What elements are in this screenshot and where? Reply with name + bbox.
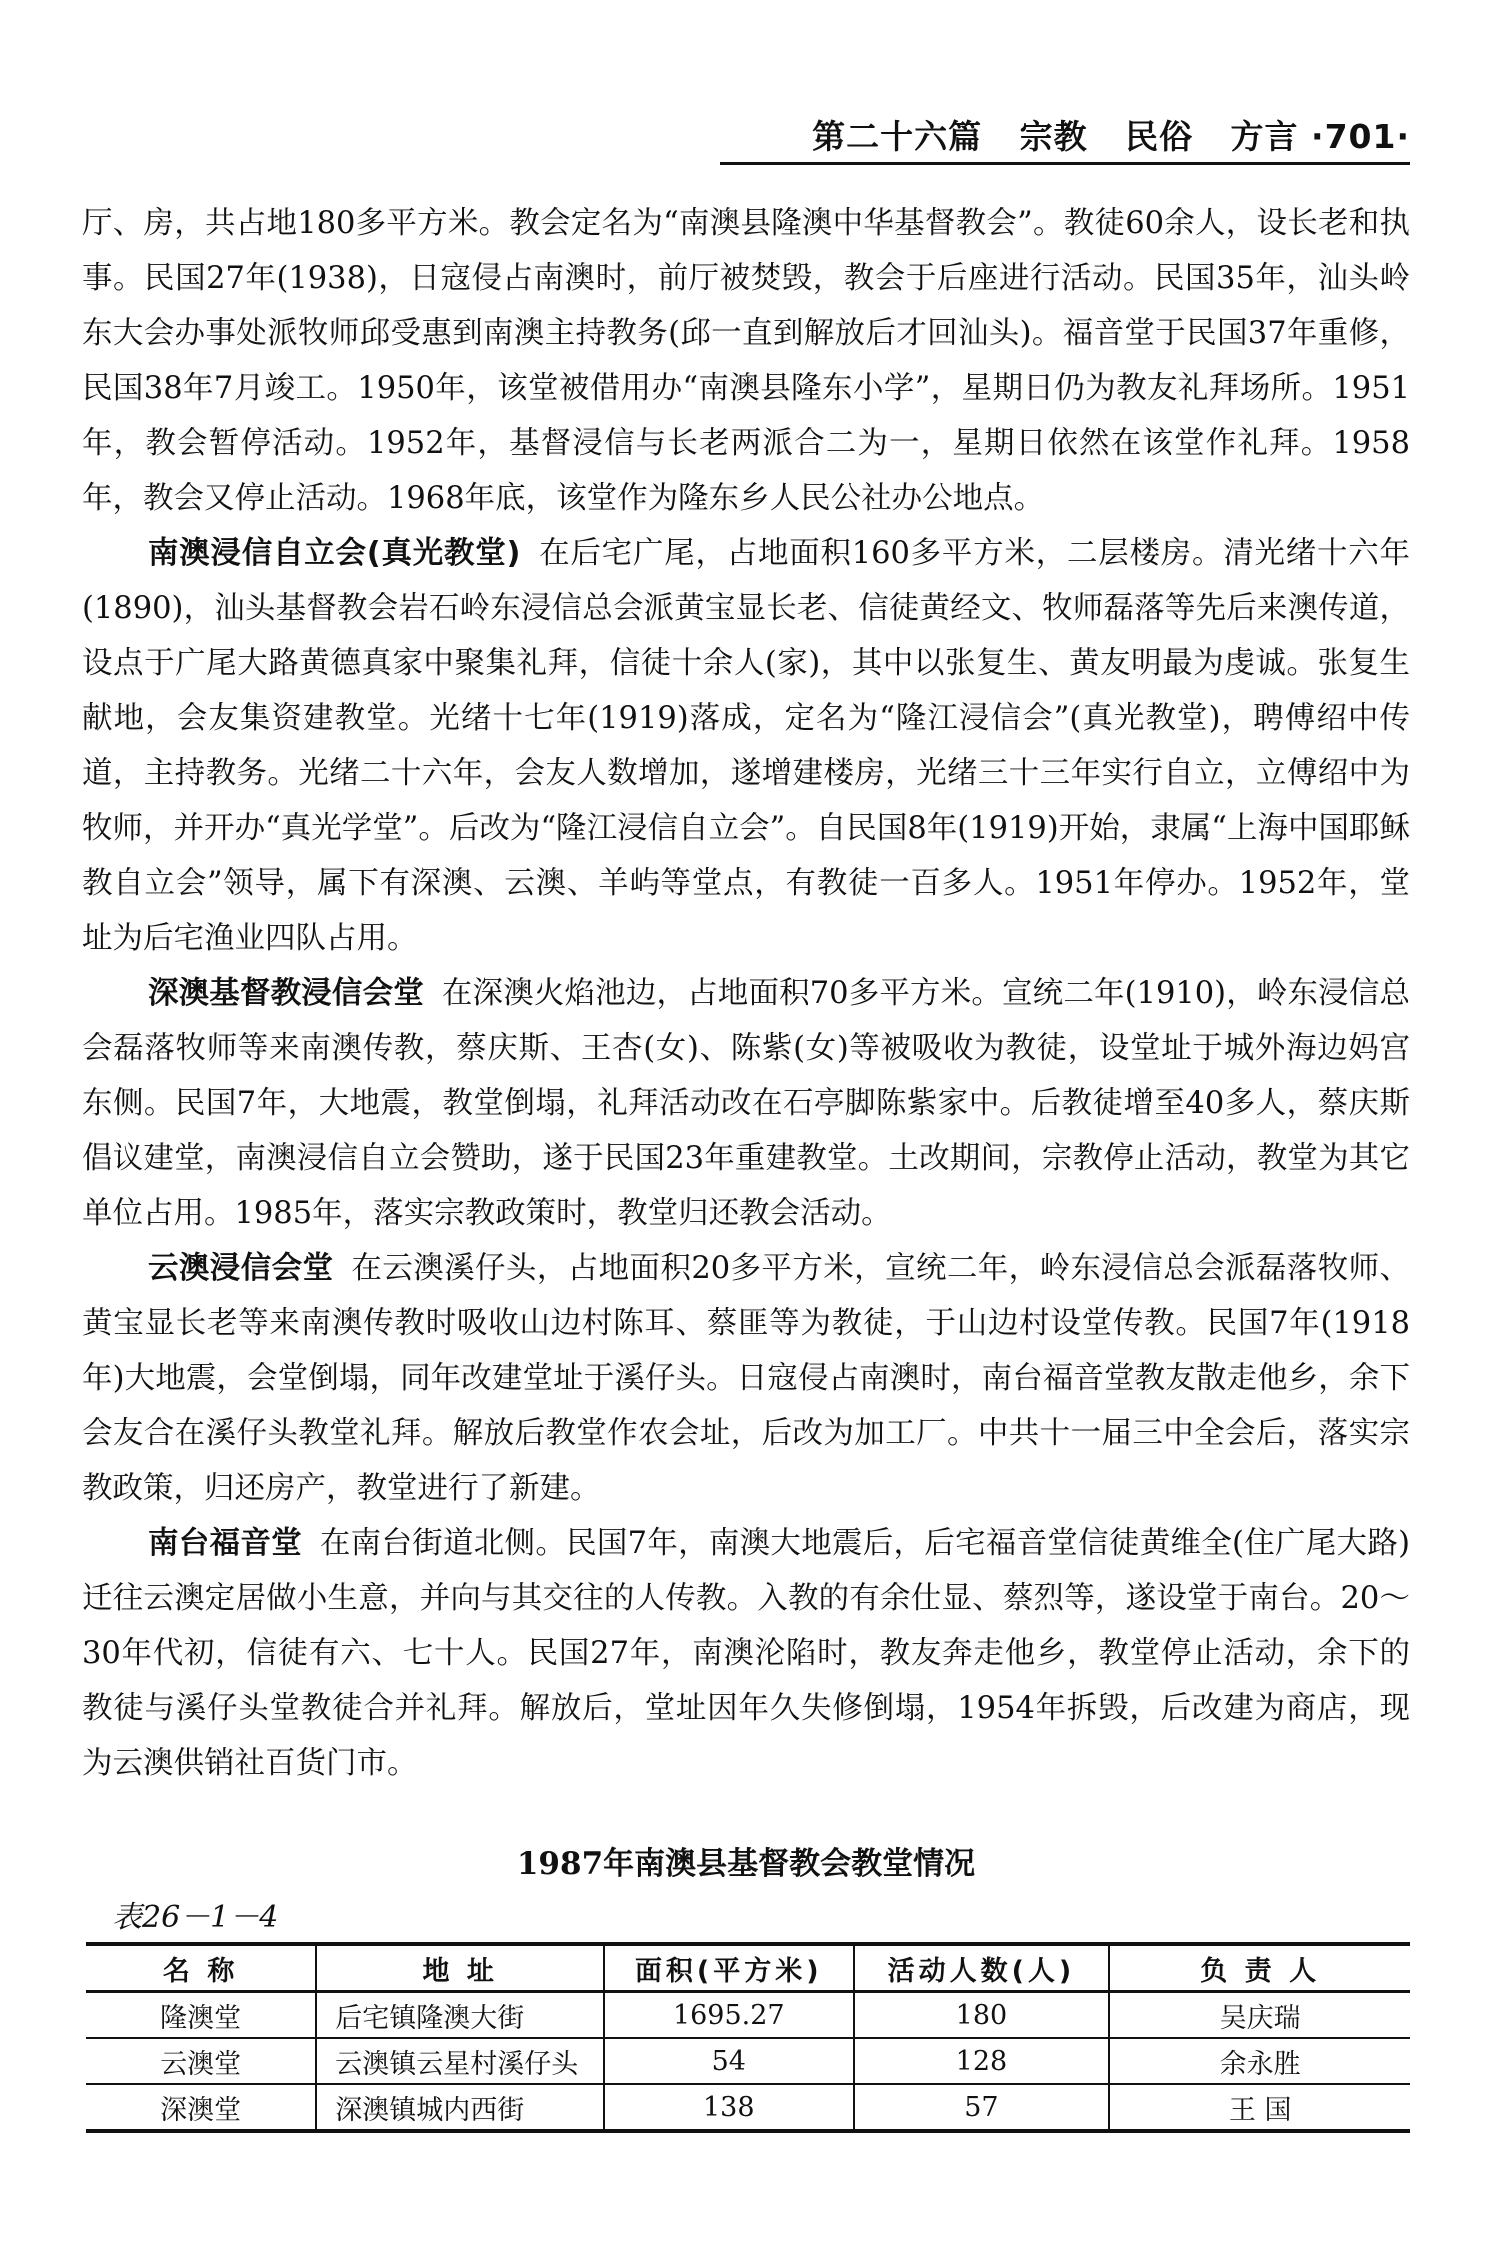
header-topic-customs: 民俗 [1125, 117, 1194, 156]
paragraph-text: 在南台街道北侧。民国7年，南澳大地震后，后宅福音堂信徒黄维全(住广尾大路)迁往云澳定居做小生意，并向与其交往的人传教。入教的有余仕显、蔡烈等，遂设堂于南台。20～30年代初，信徒有六、七十人。民国27年，南澳沦陷时，教友奔走他乡，教堂停止活动，余下的教徒与溪仔头堂教徒合并礼拜。解放后，堂址因年久失修倒塌，1954年拆毁，后改建为商店，现为云澳供销社百货门市。 [82, 1526, 1411, 1781]
body-text [82, 196, 1410, 1791]
paragraph-text: 在深澳火焰池边，占地面积70多平方米。宣统二年(1910)，岭东浸信总会磊落牧师等来南澳传教，蔡庆斯、王杏(女)、陈紫(女)等被吸收为教徒，设堂址于城外海边妈宫东侧。民国7年，大地震，教堂倒塌，礼拜活动改在石亭脚陈紫家中。后教徒增至40多人，蔡庆斯倡议建堂，南澳浸信自立会赞助，遂于民国23年重建教堂。土改期间，宗教停止活动，教堂为其它单位占用。1985年，落实宗教政策时，教堂归还教会活动。 [82, 976, 1410, 1231]
cell-name: 深澳堂 [86, 2084, 316, 2131]
section-heading: 深澳基督教浸信会堂 [148, 976, 424, 1011]
page-header [720, 112, 1410, 165]
header-topic-dialect: 方言 [1230, 117, 1299, 156]
column-header-address: 地 址 [316, 1944, 604, 1992]
paragraph-yunao-church [82, 1241, 1410, 1516]
cell-name: 云澳堂 [86, 2038, 316, 2084]
paragraph-text: 在后宅广尾，占地面积160多平方米，二层楼房。清光绪十六年(1890)，汕头基督教会岩石岭东浸信总会派黄宝显长老、信徒黄经文、牧师磊落等先后来澳传道，设点于广尾大路黄德真家中聚集礼拜，信徒十余人(家)，其中以张复生、黄友明最为虔诚。张复生献地，会友集资建教堂。光绪十七年(1919)落成，定名为“隆江浸信会”(真光教堂)，聘傅绍中传道，主持教务。光绪二十六年，会友人数增加，遂增建楼房，光绪三十三年实行自立，立傅绍中为牧师，并开办“真光学堂”。后改为“隆江浸信自立会”。自民国8年(1919)开始，隶属“上海中国耶稣教自立会”领导，属下有深澳、云澳、羊屿等堂点，有教徒一百多人。1951年停办。1952年，堂址为后宅渔业四队占用。 [82, 536, 1410, 956]
paragraph-zhenguang-church [82, 526, 1410, 966]
cell-person-in-charge: 余永胜 [1109, 2038, 1410, 2084]
cell-person-in-charge: 吴庆瑞 [1109, 1992, 1410, 2039]
table-title: 1987年南澳县基督教会教堂情况 [516, 1846, 976, 1882]
page-number: ·701· [1311, 117, 1410, 156]
paragraph-text: 厅、房，共占地180多平方米。教会定名为“南澳县隆澳中华基督教会”。教徒60余人，设长老和执事。民国27年(1938)，日寇侵占南澳时，前厅被焚毁，教会于后座进行活动。民国35年，汕头岭东大会办事处派牧师邱受惠到南澳主持教务(邱一直到解放后才回汕头)。福音堂于民国37年重修，民国38年7月竣工。1950年，该堂被借用办“南澳县隆东小学”，星期日仍为教友礼拜场所。1951年，教会暂停活动。1952年，基督浸信与长老两派合二为一，星期日依然在该堂作礼拜。1958年，教会又停止活动。1968年底，该堂作为隆东乡人民公社办公地点。 [82, 206, 1410, 516]
section-heading: 南台福音堂 [148, 1526, 302, 1561]
section-heading: 南澳浸信自立会(真光教堂) [148, 536, 521, 571]
table-row [86, 2038, 1410, 2084]
table-row [86, 1992, 1410, 2039]
chapter-label: 第二十六篇 [812, 117, 983, 156]
table-label: 表26－1－4 [112, 1900, 279, 1935]
column-header-person-in-charge: 负 责 人 [1109, 1944, 1410, 1992]
cell-attendance: 180 [854, 1992, 1110, 2039]
paragraph-shenao-church [82, 966, 1410, 1241]
column-header-attendance: 活动人数(人) [854, 1944, 1110, 1992]
header-topic-religion: 宗教 [1019, 117, 1088, 156]
cell-address: 云澳镇云星村溪仔头 [316, 2038, 604, 2084]
section-heading: 云澳浸信会堂 [148, 1251, 334, 1286]
cell-area: 1695.27 [604, 1992, 853, 2039]
churches-table [86, 1942, 1410, 2133]
table-row [86, 2084, 1410, 2131]
column-header-area: 面积(平方米) [604, 1944, 853, 1992]
column-header-name: 名 称 [86, 1944, 316, 1992]
paragraph-nantai-church [82, 1516, 1410, 1791]
cell-address: 深澳镇城内西街 [316, 2084, 604, 2131]
paragraph-continued [82, 196, 1410, 526]
table-header-row [86, 1944, 1410, 1992]
cell-area: 54 [604, 2038, 853, 2084]
cell-address: 后宅镇隆澳大街 [316, 1992, 604, 2039]
cell-name: 隆澳堂 [86, 1992, 316, 2039]
paragraph-text: 在云澳溪仔头，占地面积20多平方米，宣统二年，岭东浸信总会派磊落牧师、黄宝显长老等来南澳传教时吸收山边村陈耳、蔡匪等为教徒，于山边村设堂传教。民国7年(1918年)大地震，会堂倒塌，同年改建堂址于溪仔头。日寇侵占南澳时，南台福音堂教友散走他乡，余下会友合在溪仔头教堂礼拜。解放后教堂作农会址，后改为加工厂。中共十一届三中全会后，落实宗教政策，归还房产，教堂进行了新建。 [82, 1251, 1411, 1506]
cell-attendance: 128 [854, 2038, 1110, 2084]
cell-attendance: 57 [854, 2084, 1110, 2131]
cell-area: 138 [604, 2084, 853, 2131]
cell-person-in-charge: 王 国 [1109, 2084, 1410, 2131]
